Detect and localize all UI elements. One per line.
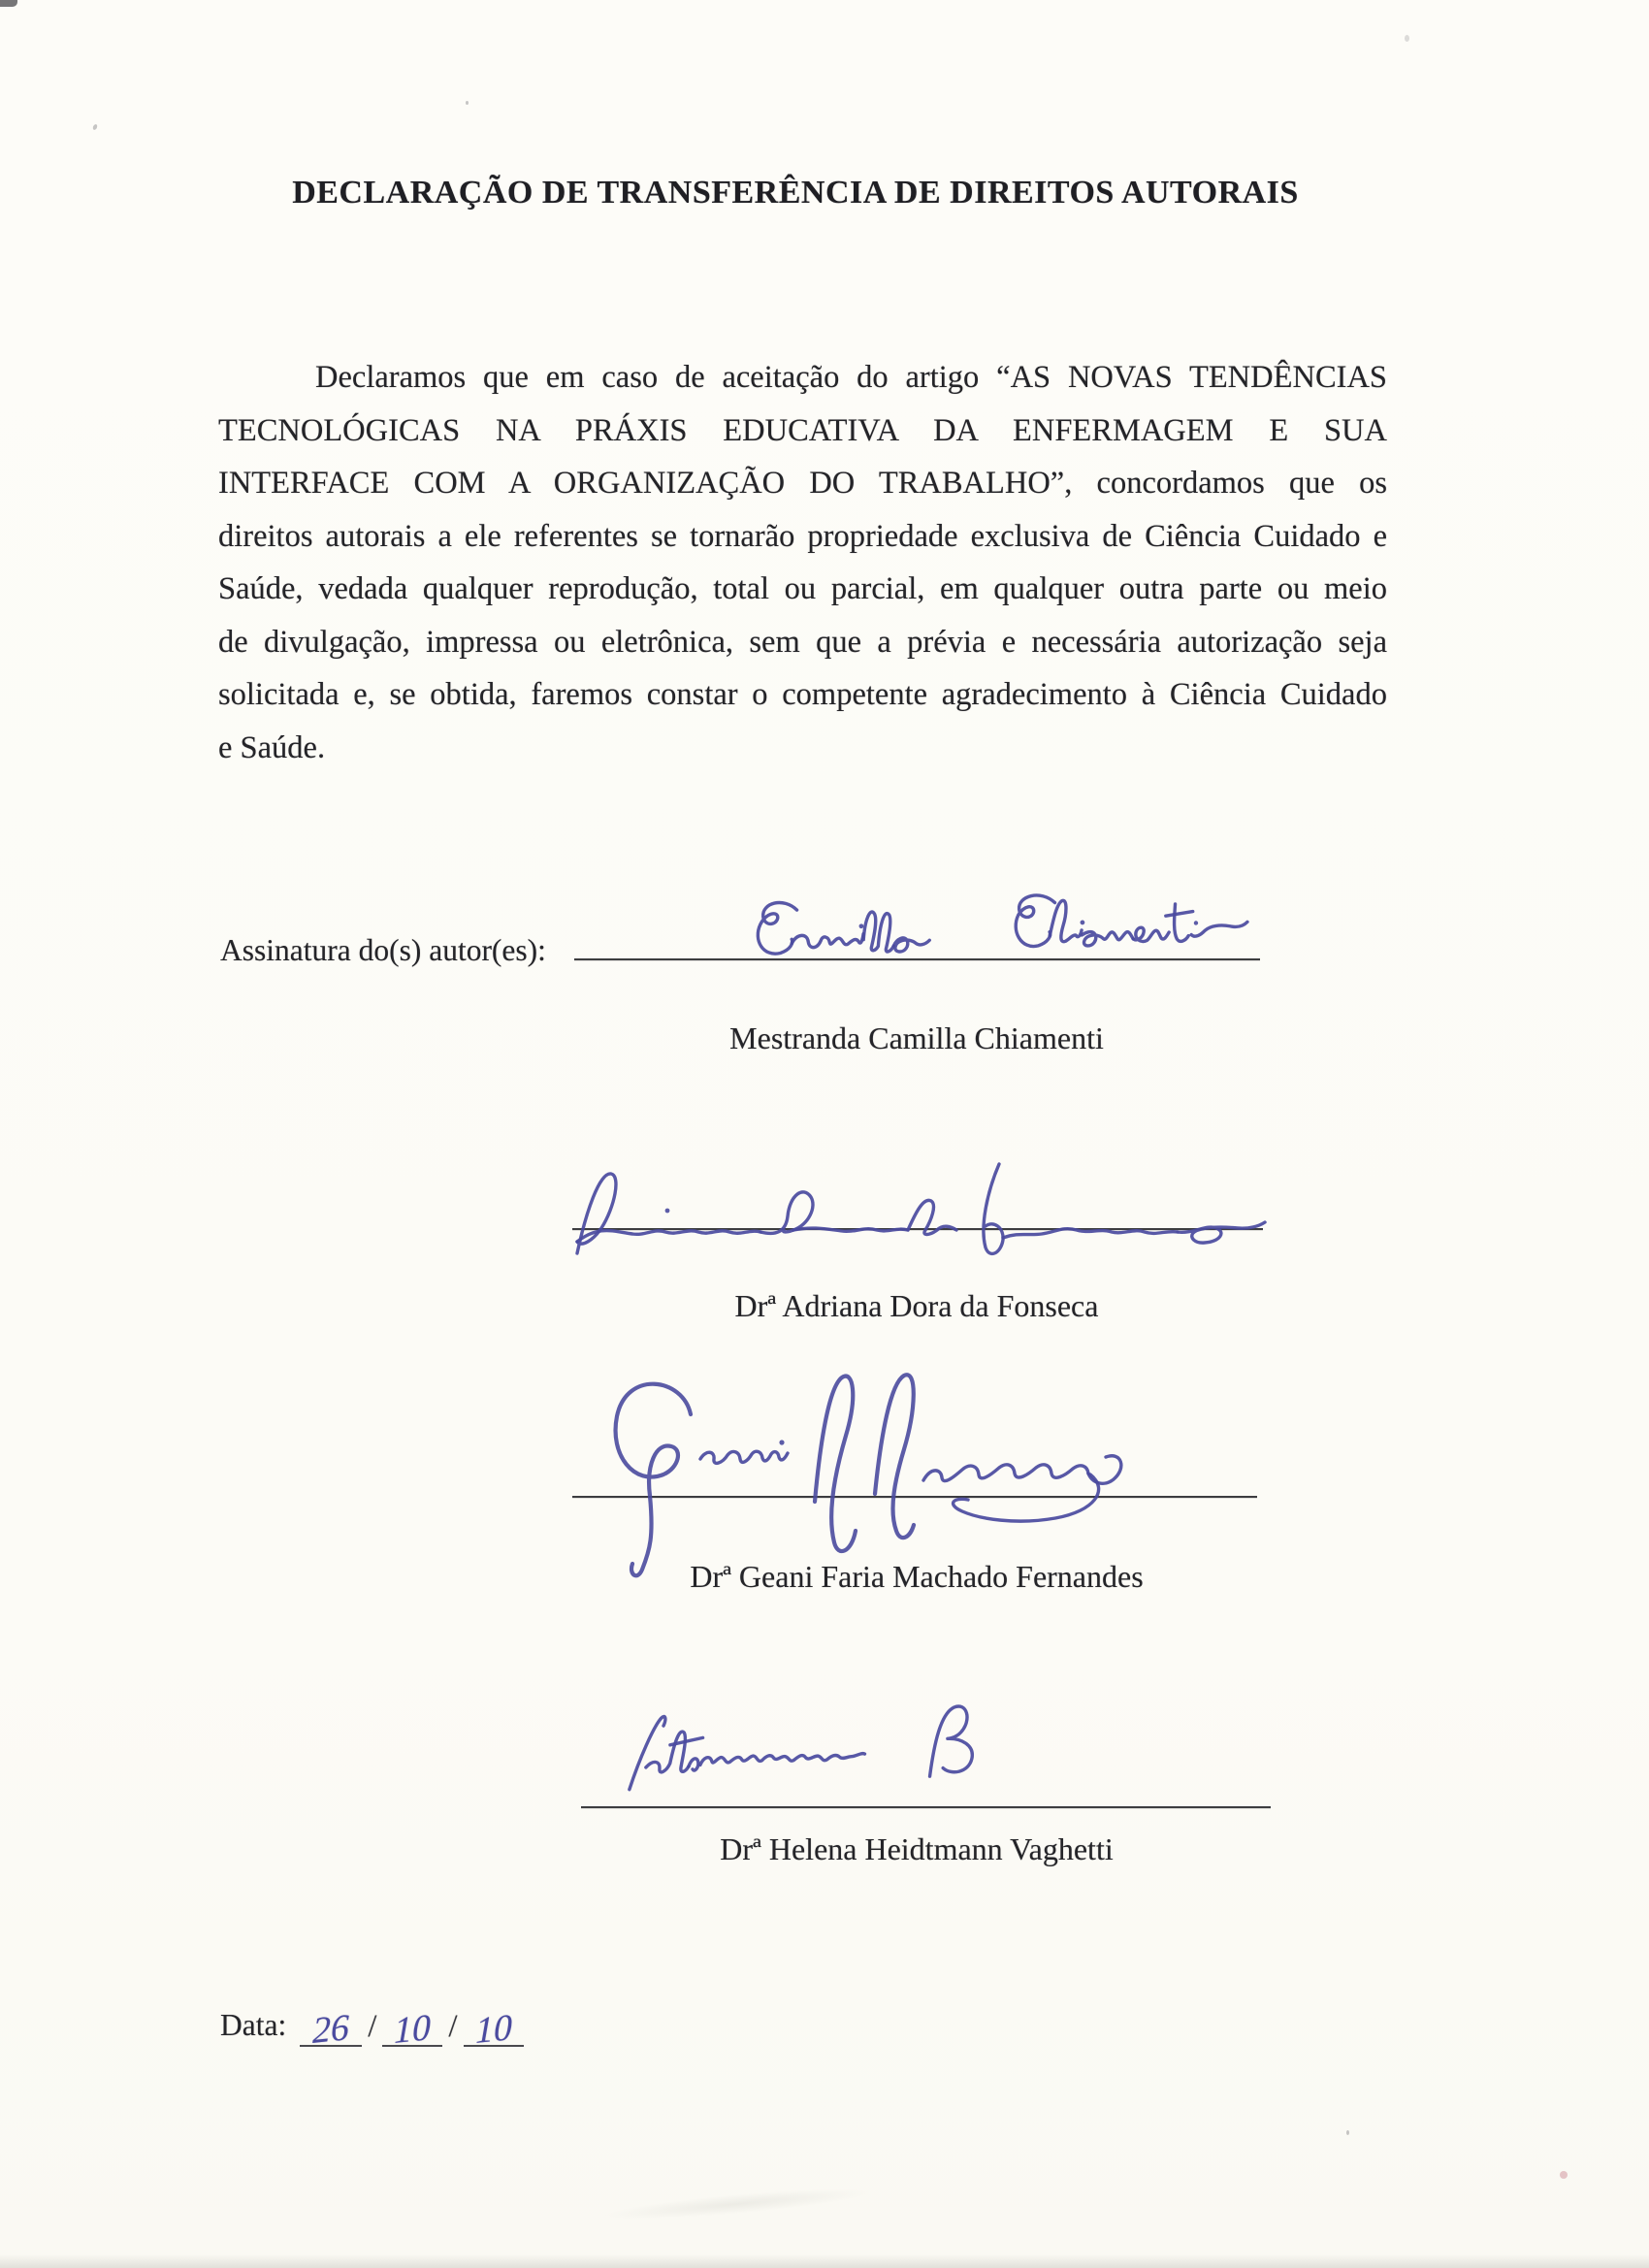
- scan-artifact: [1560, 2171, 1568, 2179]
- page-title: DECLARAÇÃO DE TRANSFERÊNCIA DE DIREITOS AUTORAIS: [292, 175, 1299, 211]
- scan-artifact: [466, 101, 469, 105]
- helena-heidtmann-vaghetti-signature-ink: [604, 1686, 1040, 1801]
- paragraph-line: Declaramos que em caso de aceitação do artigo “AS NOVAS TENDÊNCIAS: [315, 360, 1387, 395]
- date-year-field: [464, 1996, 524, 2053]
- date-month-value: 10: [394, 2006, 432, 2053]
- signer-name: Drª Geani Faria Machado Fernandes: [690, 1559, 1144, 1594]
- adriana-dora-da-fonseca-signature-ink: [543, 1150, 1285, 1265]
- scan-artifact: [92, 123, 98, 130]
- scan-artifact: [1405, 35, 1409, 42]
- declaration-paragraph: [218, 351, 1387, 774]
- scan-edge-shadow: [0, 2254, 1649, 2268]
- date-year-value: 10: [474, 2006, 512, 2053]
- date-day-value: 26: [312, 2006, 350, 2053]
- camilla-chiamenti-signature-ink: [707, 883, 1267, 972]
- date-separator: /: [368, 2009, 377, 2044]
- date-separator: /: [448, 2009, 458, 2044]
- date-label: Data:: [220, 2008, 287, 2042]
- date-row: [220, 1996, 524, 2053]
- signature-label: Assinatura do(s) autor(es):: [220, 933, 546, 967]
- paragraph-line: direitos autorais a ele referentes se tornarão propriedade exclusiva de Ciência Cuidado e: [218, 518, 1387, 554]
- signer-name: Drª Adriana Dora da Fonseca: [734, 1288, 1099, 1323]
- paragraph-line: solicitada e, se obtida, faremos constar o competente agradecimento à Ciência Cuidado: [218, 677, 1387, 712]
- signer-name: Drª Helena Heidtmann Vaghetti: [720, 1831, 1114, 1866]
- paragraph-line: TECNOLÓGICAS NA PRÁXIS EDUCATIVA DA ENFERMAGEM E SUA: [218, 412, 1387, 448]
- scan-artifact: [1346, 2130, 1349, 2135]
- scan-artifact: [0, 0, 17, 7]
- paragraph-line: e Saúde.: [218, 729, 326, 765]
- paragraph-line: Saúde, vedada qualquer reprodução, total ou parcial, em qualquer outra parte ou meio: [218, 571, 1387, 606]
- scan-artifact: [601, 2183, 874, 2225]
- date-month-field: [382, 1996, 442, 2053]
- date-day-field: [300, 1996, 362, 2053]
- paragraph-line: INTERFACE COM A ORGANIZAÇÃO DO TRABALHO”, concordamos que os: [218, 466, 1387, 501]
- paragraph-line: de divulgação, impressa ou eletrônica, sem que a prévia e necessária autorização seja: [218, 624, 1387, 660]
- signer-name: Mestranda Camilla Chiamenti: [729, 1021, 1104, 1055]
- signature-line: [581, 1806, 1271, 1808]
